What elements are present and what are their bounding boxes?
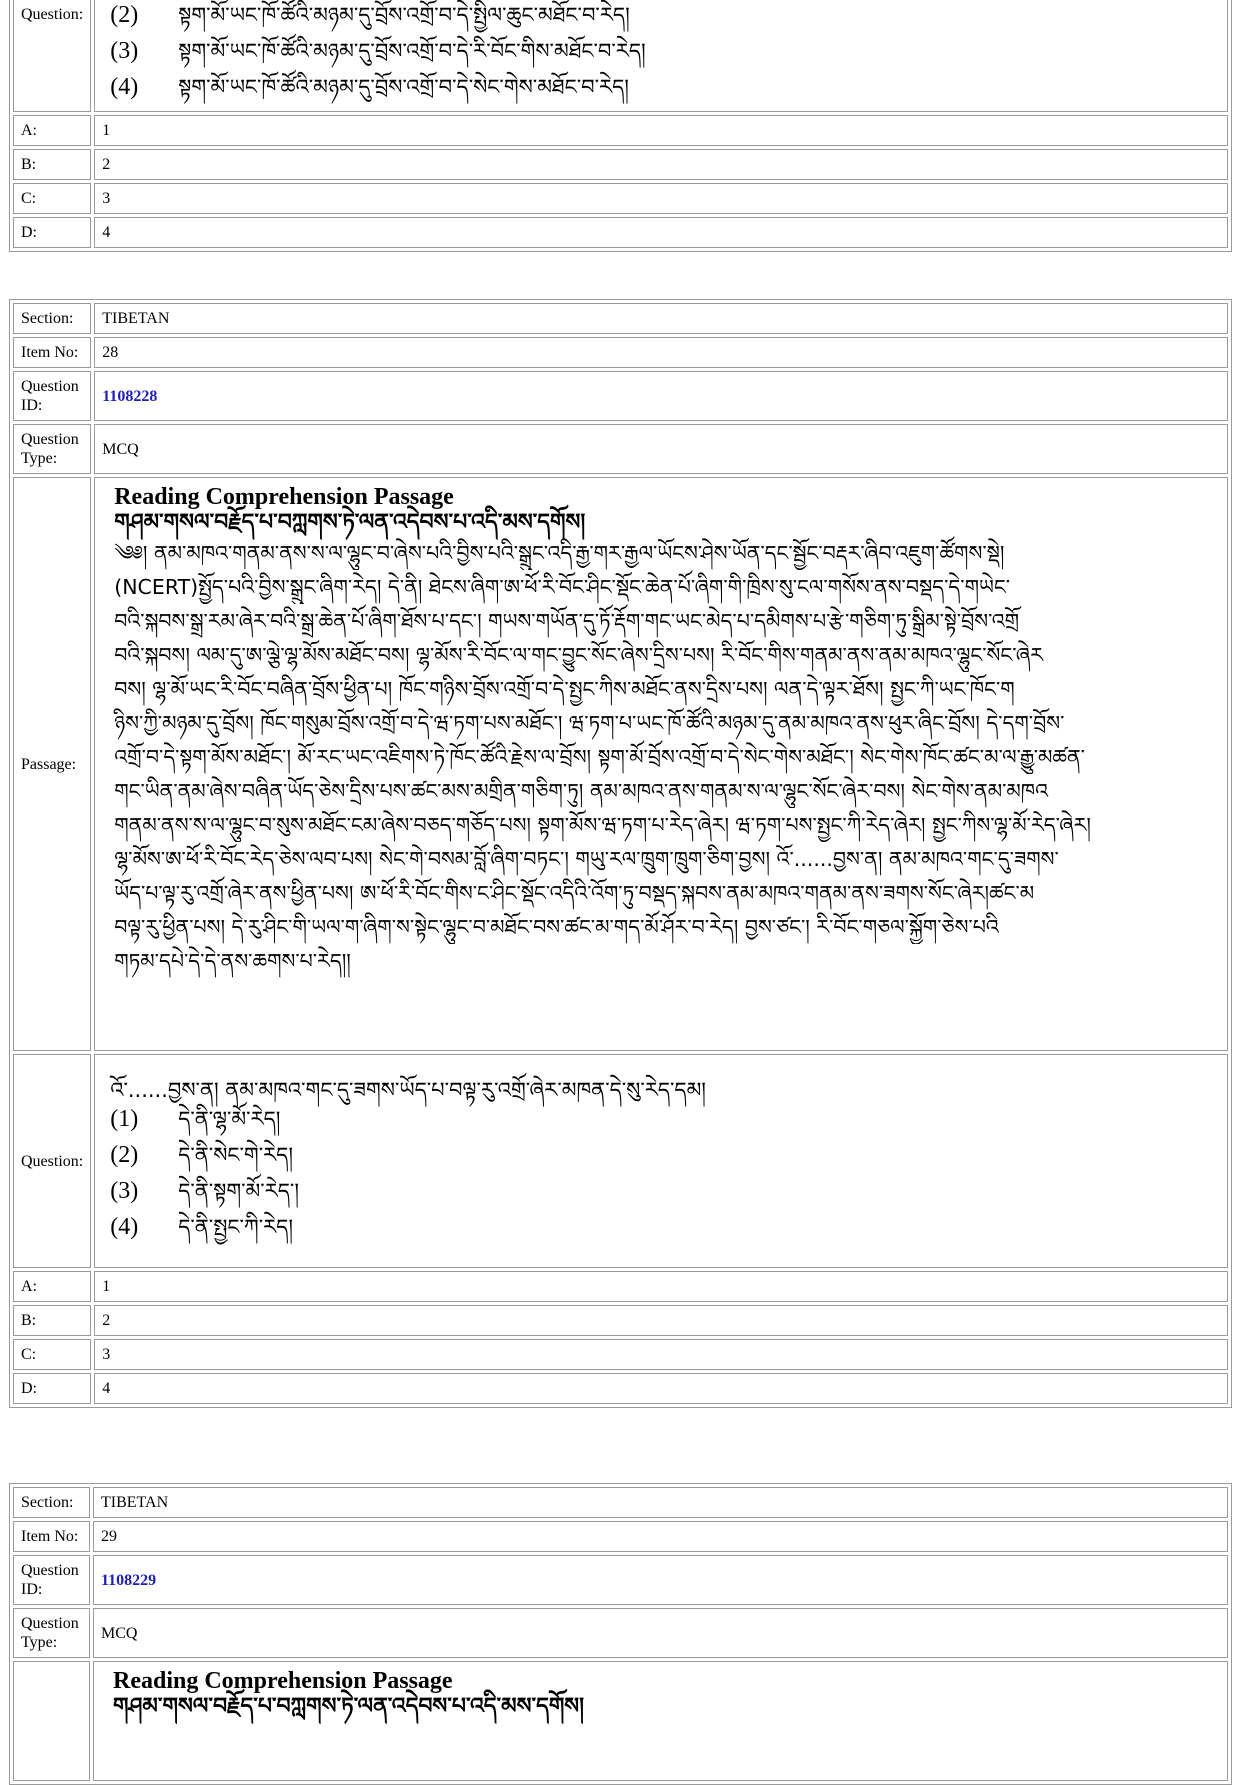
item-no-value: 28 — [94, 337, 1228, 368]
passage-line: ཉིས་ཀྱི་མཉམ་དུ་བྲོས། ཁོང་གསུམ་བྲོས་འགྲོ་བ་དེ་ཝ་ཏག་པས་མཐོང་། ཝ་ཏག་པ་ཡང་ཁོ་ཚོའི་མཉམ་དུ་ནམ་མཁའ་ནས་ཕུར་ཞིང་བྲོས། དེ་དག་བྲོས་ — [114, 711, 1065, 735]
passage-line: བའི་སྐབས་སྒྲ་རམ་ཞེར་བའི་སྒྲ་ཆེན་པོ་ཞིག་ཐོས་པ་དང་། གཡས་གཡོན་དུ་ཏོ་རྡོག་གང་ཡང་མེད་པ་དམིགས་པ་རྩེ་གཅིག་ཏུ་སྒྲིམ་སྟེ་བྲོས་འགྲོ — [114, 609, 1020, 633]
passage-line: བས། ལྷ་མོ་ཡང་རི་བོང་བཞིན་བྲོས་ཕྱིན་པ། ཁོང་གཉིས་བྲོས་འགྲོ་བ་དེ་སྤྱང་ཀིས་མཐོང་ནས་དྲིས་པས། ལན་དེ་ལྟར་ཐོས། སྤྱང་ཀི་ཡང་ཁོང་ག — [114, 677, 1015, 701]
answer-a-value: 1 — [94, 115, 1228, 146]
option-number: (2) — [110, 1142, 139, 1168]
passage-line: གཏམ་དཔེ་དེ་དེ་ནས་ཆགས་པ་རེད།། — [114, 949, 351, 973]
option-number: (3) — [110, 1178, 139, 1204]
passage-line: ལྷ་མོས་ཨ་ཕོ་རི་བོང་རེད་ཅེས་ལབ་པས། སེང་གེ་བསམ་བློ་ཞིག་བཏང་། གཡུ་རལ་ཁྲུག་ཁྲུག་ཅིག་བྱས། འོ་......བྱས་ན། ནམ་མཁའ་གང་དུ་ཟགས་ — [114, 847, 1059, 871]
option-number: (4) — [110, 1214, 139, 1240]
passage-line: ༄༅། ནམ་མཁའ་གནམ་ནས་ས་ལ་ལྷུང་བ་ཞེས་པའི་བྱིས་པའི་སྒྲུང་འདི་རྒྱ་གར་རྒྱལ་ཡོངས་ཤེས་ཡོན་དང་སྦྱོང་བརྡར་ཞིབ་འཇུག་ཚོགས་སྡེ། — [114, 541, 1005, 565]
option-text: སྟག་མོ་ཡང་ཁོ་ཚོའི་མཉམ་དུ་བྲོས་འགྲོ་བ་དེ་སྤྱིལ་ཆུང་མཐོང་བ་རེད། — [178, 2, 630, 27]
option-number: (4) — [110, 73, 139, 100]
answer-b-value: 2 — [94, 1305, 1228, 1336]
passage-line: གནམ་ནས་ས་ལ་ལྷུང་བ་སུས་མཐོང་ངམ་ཞེས་བཅད་གཅོད་པས། སྟག་མོས་ཝ་ཏག་པ་རེད་ཞེར། ཝ་ཏག་པས་སྤྱང་ཀི་རེད་ཞེར། སྤྱང་ཀིས་ལྷ་མོ་རེད་ཞེར། — [114, 813, 1091, 837]
passage-subtitle: གཤམ་གསལ་བརྗོད་པ་བཀླགས་ཏེ་ལན་འདེབས་པ་འདི་མས་དགོས། — [113, 1694, 585, 1719]
option-row — [102, 69, 1220, 105]
passage-label: Passage: — [13, 477, 91, 1051]
option-text: སྟག་མོ་ཡང་ཁོ་ཚོའི་མཉམ་དུ་བྲོས་འགྲོ་བ་དེ་སེང་གེས་མཐོང་བ་རེད། — [178, 74, 629, 99]
passage-cell — [93, 1661, 1228, 1781]
answer-c-label: C: — [13, 1339, 91, 1370]
question-stem: འོ་......བྱས་ན། ནམ་མཁའ་གང་དུ་ཟགས་ཡོད་པ་བལྟ་རུ་འགྲོ་ཞེར་མཁན་དེ་སུ་རེད་དམ། — [110, 1077, 706, 1102]
passage-line: ཡོད་པ་ལྟ་རུ་འགྲོ་ཞེར་ནས་ཕྱིན་པས། ཨ་ཕོ་རི་བོང་གིས་ང་ཤིང་སྡོང་འདིའི་འོག་ཏུ་བསྡད་སྐབས་ནམ་མཁའ་གནམ་ནས་ཟགས་སོང་ཞེར།ཚང་མ — [114, 881, 1035, 905]
passage-title: Reading Comprehension Passage — [114, 484, 454, 510]
answer-d-label: D: — [13, 217, 91, 248]
option-row — [102, 0, 1220, 33]
answer-a-label: A: — [13, 115, 91, 146]
answer-a-value: 1 — [94, 1271, 1228, 1302]
answer-d-value: 4 — [94, 217, 1228, 248]
passage-title: Reading Comprehension Passage — [113, 1668, 453, 1694]
option-text: དེ་ནི་སྟག་མོ་རེད་། — [178, 1179, 299, 1203]
passage-label — [13, 1661, 90, 1781]
question-id-label: Question ID: — [13, 1555, 90, 1605]
passage-subtitle: གཤམ་གསལ་བརྗོད་པ་བཀླགས་ཏེ་ལན་འདེབས་པ་འདི་མས་དགོས། — [114, 510, 586, 535]
answer-b-label: B: — [13, 149, 91, 180]
passage-cell — [94, 477, 1228, 1051]
section-label: Section: — [13, 1487, 90, 1518]
passage-line: འགྲོ་བ་དེ་སྟག་མོས་མཐོང་། མོ་རང་ཡང་འཇིགས་ཏེ་ཁོང་ཚོའི་རྗེས་ལ་བྲོས། སྟག་མོ་བྲོས་འགྲོ་བ་དེ་སེང་གེས་མཐོང་། སེང་གེས་ཁོང་ཚང་མ་ལ་རྒྱུ་མཚན་ — [114, 745, 1085, 769]
passage-line: བལྟ་རུ་ཕྱིན་པས། དེ་རུ་ཤིང་གི་ཡལ་ག་ཞིག་ས་སྟེང་ལྷུང་བ་མཐོང་བས་ཚང་མ་གད་མོ་ཤོར་བ་རེད། བྱས་ཙང་། རི་བོང་གཅལ་སྐྱོག་ཅེས་པའི — [114, 915, 999, 939]
answer-c-value: 3 — [94, 183, 1228, 214]
passage-line: གང་ཡིན་ནམ་ཞེས་བཞིན་ཡོད་ཅེས་དྲིས་པས་ཚང་མས་མགྲིན་གཅིག་ཏུ། ནམ་མཁའ་ནས་གནམ་ས་ལ་ལྷུང་སོང་ཞེར་བས། སེང་གེས་ནམ་མཁའ — [114, 779, 1049, 803]
answer-d-value: 4 — [94, 1373, 1228, 1404]
option-number: (2) — [110, 1, 139, 28]
option-number: (3) — [110, 37, 139, 64]
answer-b-value: 2 — [94, 149, 1228, 180]
section-value: TIBETAN — [94, 303, 1228, 334]
question-type-value: MCQ — [94, 424, 1228, 474]
option-text: སྟག་མོ་ཡང་ཁོ་ཚོའི་མཉམ་དུ་བྲོས་འགྲོ་བ་དེ་རི་བོང་གིས་མཐོང་བ་རེད། — [178, 38, 646, 63]
item-no-label: Item No: — [13, 337, 91, 368]
passage-line: (NCERT)སྤྱོད་པའི་བྱིས་སྒྲུང་ཞིག་རེད། དེ་ནི། ཐེངས་ཞིག་ཨ་ཕོ་རི་བོང་ཤིང་སྡོང་ཆེན་པོ་ཞིག་གི་ཁྲིས་སུ་ངལ་གསོས་ནས་བསྡད་དེ་གཡེང་ — [114, 575, 1011, 599]
passage-line: བའི་སྐབས། ལམ་དུ་ཨ་ལྕེ་ལྷ་མོས་མཐོང་བས། ལྷ་མོས་རི་བོང་ལ་གང་བྱུང་སོང་ཞེས་དྲིས་པས། རི་བོང་གིས་གནམ་ནས་ནམ་མཁའ་ལྷུང་སོང་ཞེར — [114, 643, 1044, 667]
option-row — [102, 1210, 1220, 1246]
question-type-label: Question Type: — [13, 424, 91, 474]
answer-c-value: 3 — [94, 1339, 1228, 1370]
option-number: (1) — [110, 1106, 139, 1132]
option-row — [102, 33, 1220, 69]
question-table-29 — [9, 1483, 1232, 1785]
question-table-prev — [9, 0, 1232, 252]
question-id-value: 1108229 — [93, 1555, 1228, 1605]
option-text: དེ་ནི་སེང་གེ་རེད། — [178, 1143, 294, 1167]
question-label: Question: — [13, 0, 91, 112]
option-row — [102, 1174, 1220, 1210]
item-no-value: 29 — [93, 1521, 1228, 1552]
option-text: དེ་ནི་སྤྱང་ཀི་རེད། — [178, 1215, 294, 1239]
option-row — [102, 1102, 1220, 1138]
item-no-label: Item No: — [13, 1521, 90, 1552]
answer-d-label: D: — [13, 1373, 91, 1404]
section-value: TIBETAN — [93, 1487, 1228, 1518]
question-type-value: MCQ — [93, 1608, 1228, 1658]
answer-a-label: A: — [13, 1271, 91, 1302]
section-label: Section: — [13, 303, 91, 334]
question-label: Question: — [13, 1054, 91, 1268]
option-row — [102, 1138, 1220, 1174]
answer-b-label: B: — [13, 1305, 91, 1336]
question-type-label: Question Type: — [13, 1608, 90, 1658]
question-cell — [94, 0, 1228, 112]
option-text: དེ་ནི་ལྷ་མོ་རེད། — [178, 1107, 281, 1131]
answer-c-label: C: — [13, 183, 91, 214]
question-cell — [94, 1054, 1228, 1268]
question-table-28 — [9, 299, 1232, 1408]
question-id-label: Question ID: — [13, 371, 91, 421]
question-id-value: 1108228 — [94, 371, 1228, 421]
